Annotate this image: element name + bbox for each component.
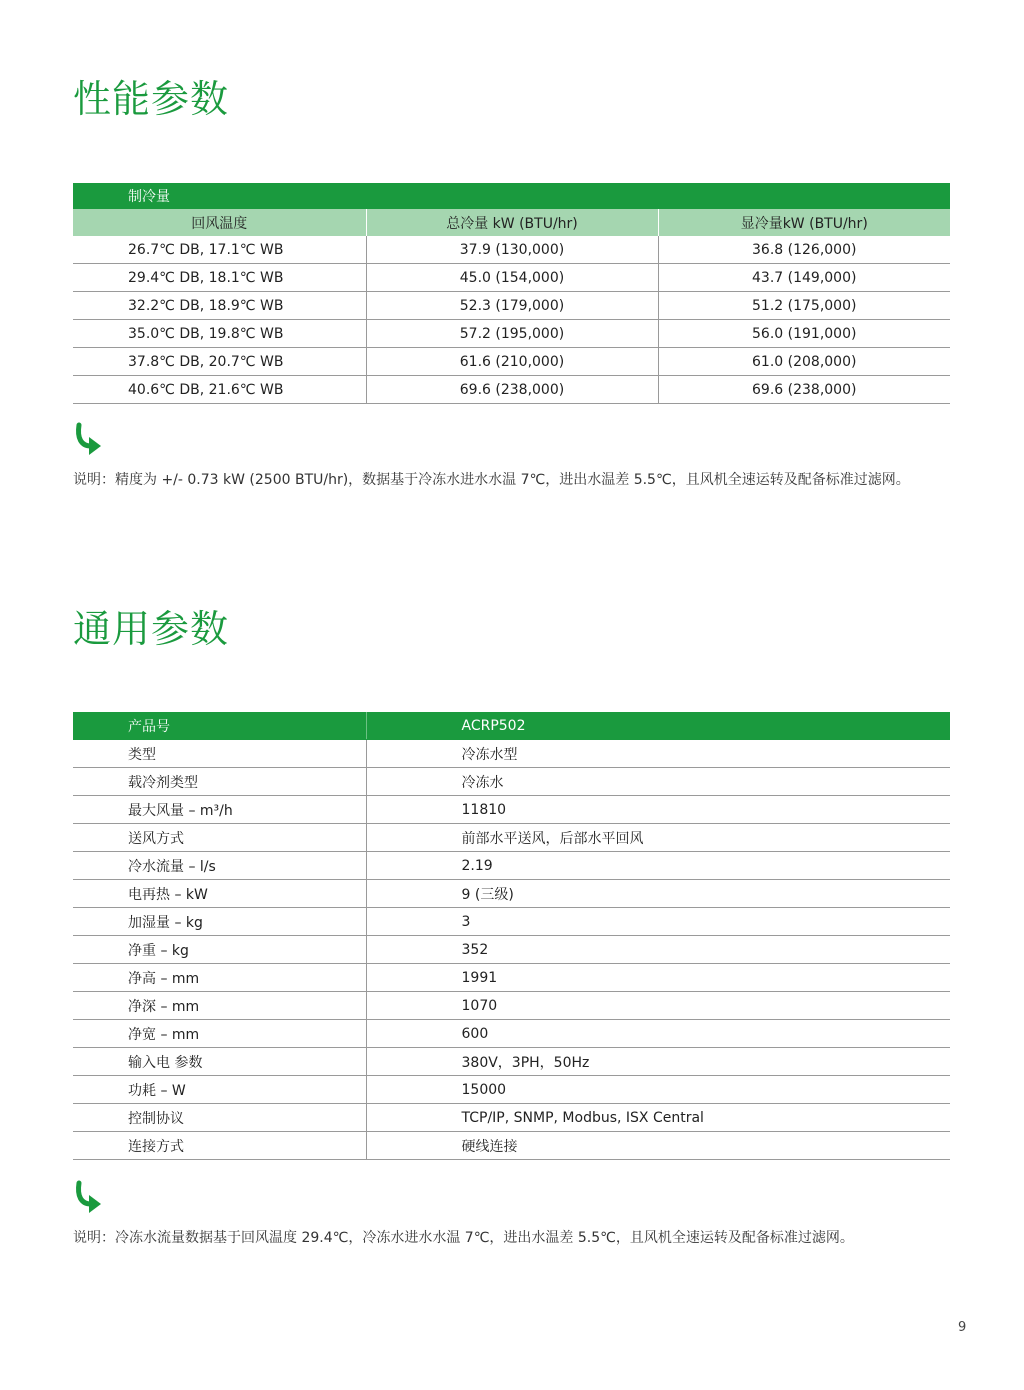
table-row [73,292,950,320]
param-value: 硬线连接 [366,1132,950,1160]
param-value: 2.19 [366,852,950,880]
param-label: 输入电 参数 [73,1048,366,1076]
table-cell: 69.6 (238,000) [658,376,950,404]
table-row [73,796,950,824]
table-cell: 61.0 (208,000) [658,348,950,376]
param-label: 载冷剂类型 [73,768,366,796]
table-cell: 43.7 (149,000) [658,264,950,292]
param-label: 类型 [73,740,366,768]
param-value: 1991 [366,964,950,992]
table-header-row [73,209,950,236]
table-row [73,1104,950,1132]
table-row [73,320,950,348]
table-row [73,376,950,404]
param-value: 352 [366,936,950,964]
table-row [73,936,950,964]
column-header: 总冷量 kW (BTU/hr) [366,209,658,236]
table-cell: 37.8℃ DB, 20.7℃ WB [73,348,366,376]
table-row [73,1076,950,1104]
table-cell: 51.2 (175,000) [658,292,950,320]
table-row [73,1048,950,1076]
table-cell: 57.2 (195,000) [366,320,658,348]
param-label: 加湿量 – kg [73,908,366,936]
table-header-row [73,712,950,740]
table-cell: 40.6℃ DB, 21.6℃ WB [73,376,366,404]
table-row [73,264,950,292]
table-cell: 36.8 (126,000) [658,236,950,264]
column-header: 显冷量kW (BTU/hr) [658,209,950,236]
table-row [73,824,950,852]
param-value: 前部水平送风，后部水平回风 [366,824,950,852]
param-value: 冷冻水 [366,768,950,796]
param-label: 最大风量 – m³/h [73,796,366,824]
param-value: 3 [366,908,950,936]
table-row [73,236,950,264]
table-cell: 37.9 (130,000) [366,236,658,264]
param-label: 控制协议 [73,1104,366,1132]
table-row [73,1020,950,1048]
param-value: 9 (三级) [366,880,950,908]
product-label: 产品号 [73,712,366,740]
table-row [73,740,950,768]
param-value: 15000 [366,1076,950,1104]
table-cell: 45.0 (154,000) [366,264,658,292]
page-number: 9 [958,1320,967,1335]
performance-note: 说明：精度为 +/- 0.73 kW (2500 BTU/hr)，数据基于冷冻水进水水温 7℃，进出水温差 5.5℃，且风机全速运转及配备标准过滤网。 [73,472,910,488]
table-cell: 69.6 (238,000) [366,376,658,404]
table-cell: 26.7℃ DB, 17.1℃ WB [73,236,366,264]
param-label: 连接方式 [73,1132,366,1160]
param-label: 净宽 – mm [73,1020,366,1048]
arrow-icon [73,1180,103,1214]
column-header: 回风温度 [73,209,366,236]
param-label: 净重 – kg [73,936,366,964]
general-title: 通用参数 [73,607,230,651]
table-cell: 35.0℃ DB, 19.8℃ WB [73,320,366,348]
param-value: 600 [366,1020,950,1048]
param-value: 380V，3PH，50Hz [366,1048,950,1076]
table-cell: 32.2℃ DB, 18.9℃ WB [73,292,366,320]
table-row [73,908,950,936]
performance-table [73,183,950,404]
param-label: 功耗 – W [73,1076,366,1104]
param-label: 电再热 – kW [73,880,366,908]
table-row [73,1132,950,1160]
table-cell: 56.0 (191,000) [658,320,950,348]
product-model: ACRP502 [366,712,950,740]
table-row [73,992,950,1020]
table-cell: 52.3 (179,000) [366,292,658,320]
param-label: 净深 – mm [73,992,366,1020]
param-value: 1070 [366,992,950,1020]
param-label: 冷水流量 – l/s [73,852,366,880]
param-value: 11810 [366,796,950,824]
param-label: 净高 – mm [73,964,366,992]
performance-title: 性能参数 [73,77,230,121]
table-cell: 29.4℃ DB, 18.1℃ WB [73,264,366,292]
general-table [73,712,950,1160]
table-row [73,852,950,880]
table-row [73,880,950,908]
table-row [73,768,950,796]
param-value: TCP/IP, SNMP, Modbus, ISX Central [366,1104,950,1132]
band-label: 制冷量 [73,183,950,209]
table-band-row [73,183,950,209]
arrow-icon [73,422,103,456]
table-row [73,348,950,376]
param-label: 送风方式 [73,824,366,852]
table-row [73,964,950,992]
table-cell: 61.6 (210,000) [366,348,658,376]
param-value: 冷冻水型 [366,740,950,768]
general-note: 说明：冷冻水流量数据基于回风温度 29.4℃，冷冻水进水水温 7℃，进出水温差 5.5℃，且风机全速运转及配备标准过滤网。 [73,1230,854,1246]
